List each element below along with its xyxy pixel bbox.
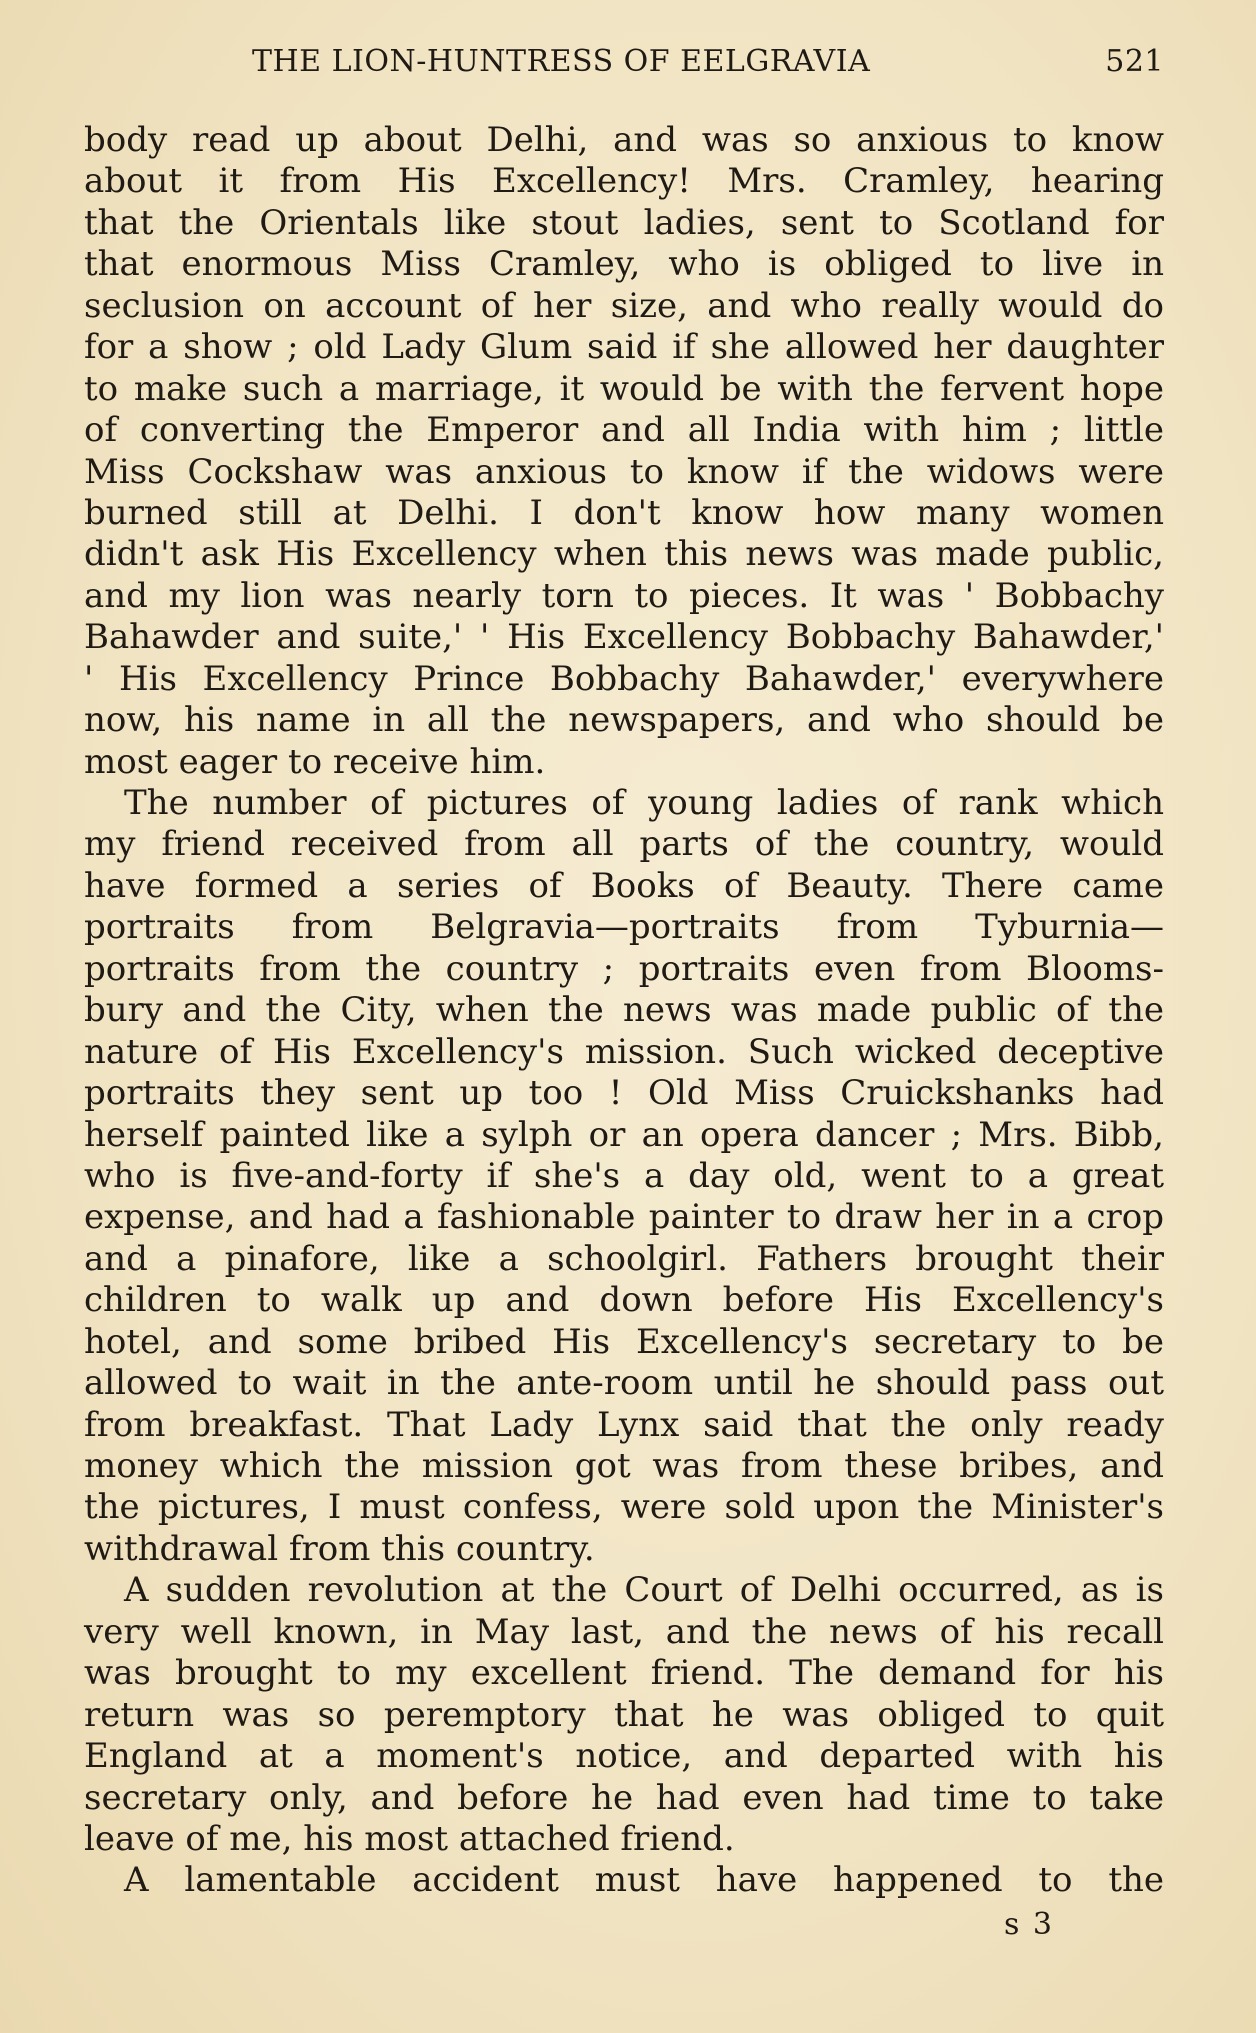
text-line: most eager to receive him. [84,741,546,782]
text-line: Bahawder and suite,' ' His Excellency Bobbachy Bahawder,' [84,617,1164,658]
text-line: withdrawal from this country. [84,1528,595,1569]
text-line: burned still at Delhi. I don't know how many women [84,492,1164,533]
text-line: and a pinafore, like a schoolgirl. Fathers brought their [84,1238,1164,1279]
paragraph-first-line: The number of pictures of young ladies of rank which [124,783,1164,823]
text-line: portraits they sent up too ! Old Miss Cruickshanks had [84,1073,1164,1114]
text-line: England at a moment's notice, and departed with his [84,1736,1164,1777]
text-line: money which the mission got was from these bribes, and [84,1446,1164,1486]
running-title: THE LION-HUNTRESS OF EELGRAVIA [252,44,871,79]
text-line: portraits from Belgravia—portraits from Tyburnia— [84,907,1164,948]
paragraph-first-line: A lamentable accident must have happened to the [124,1860,1164,1901]
text-line: leave of me, his most attached friend. [84,1818,735,1859]
text-line: nature of His Excellency's mission. Such wicked deceptive [84,1031,1164,1072]
text-line: about it from His Excellency! Mrs. Cramley, hearing [84,161,1164,202]
text-line: hotel, and some bribed His Excellency's secretary to be [84,1321,1164,1362]
text-line: body read up about Delhi, and was so anxious to know [84,120,1164,160]
text-line: have formed a series of Books of Beauty. There came [84,865,1164,906]
text-line: bury and the City, when the news was made public of the [84,990,1164,1031]
text-line: of converting the Emperor and all India with him ; little [84,410,1164,451]
text-line: now, his name in all the newspapers, and who should be [84,700,1164,741]
text-line: ' His Excellency Prince Bobbachy Bahawder,' everywhere [84,658,1164,699]
page-number: 521 [1105,44,1164,79]
text-line: and my lion was nearly torn to pieces. It was ' Bobbachy [84,575,1164,616]
text-line: herself painted like a sylph or an opera dancer ; Mrs. Bibb, [84,1114,1164,1155]
text-line: allowed to wait in the ante-room until he should pass out [84,1363,1164,1404]
running-header [252,44,1164,88]
text-line: from breakfast. That Lady Lynx said that the only ready [84,1404,1164,1445]
signature-mark: s 3 [1004,1907,1055,1942]
text-line: seclusion on account of her size, and who really would do [84,285,1164,326]
text-line: expense, and had a fashionable painter to draw her in a crop [84,1197,1164,1238]
text-line: who is five-and-forty if she's a day old, went to a great [84,1155,1164,1196]
text-line: Miss Cockshaw was anxious to know if the widows were [84,451,1164,492]
text-line: to make such a marriage, it would be with the fervent hope [84,368,1164,409]
text-line: portraits from the country ; portraits even from Blooms- [84,948,1164,989]
text-line: for a show ; old Lady Glum said if she allowed her daughter [84,327,1164,368]
text-line: that the Orientals like stout ladies, sent to Scotland for [84,202,1164,243]
body-text [84,120,1164,1902]
text-line: children to walk up and down before His Excellency's [84,1280,1164,1321]
text-line: return was so peremptory that he was obliged to quit [84,1694,1164,1735]
text-line: didn't ask His Excellency when this news was made public, [84,534,1164,575]
paragraph-first-line: A sudden revolution at the Court of Delhi occurred, as is [124,1570,1164,1611]
text-line: the pictures, I must confess, were sold upon the Minister's [84,1487,1164,1528]
text-line: my friend received from all parts of the country, would [84,824,1164,865]
text-line: secretary only, and before he had even had time to take [84,1777,1164,1818]
text-line: that enormous Miss Cramley, who is obliged to live in [84,244,1164,285]
text-line: was brought to my excellent friend. The demand for his [84,1653,1164,1694]
text-line: very well known, in May last, and the news of his recall [84,1611,1164,1652]
